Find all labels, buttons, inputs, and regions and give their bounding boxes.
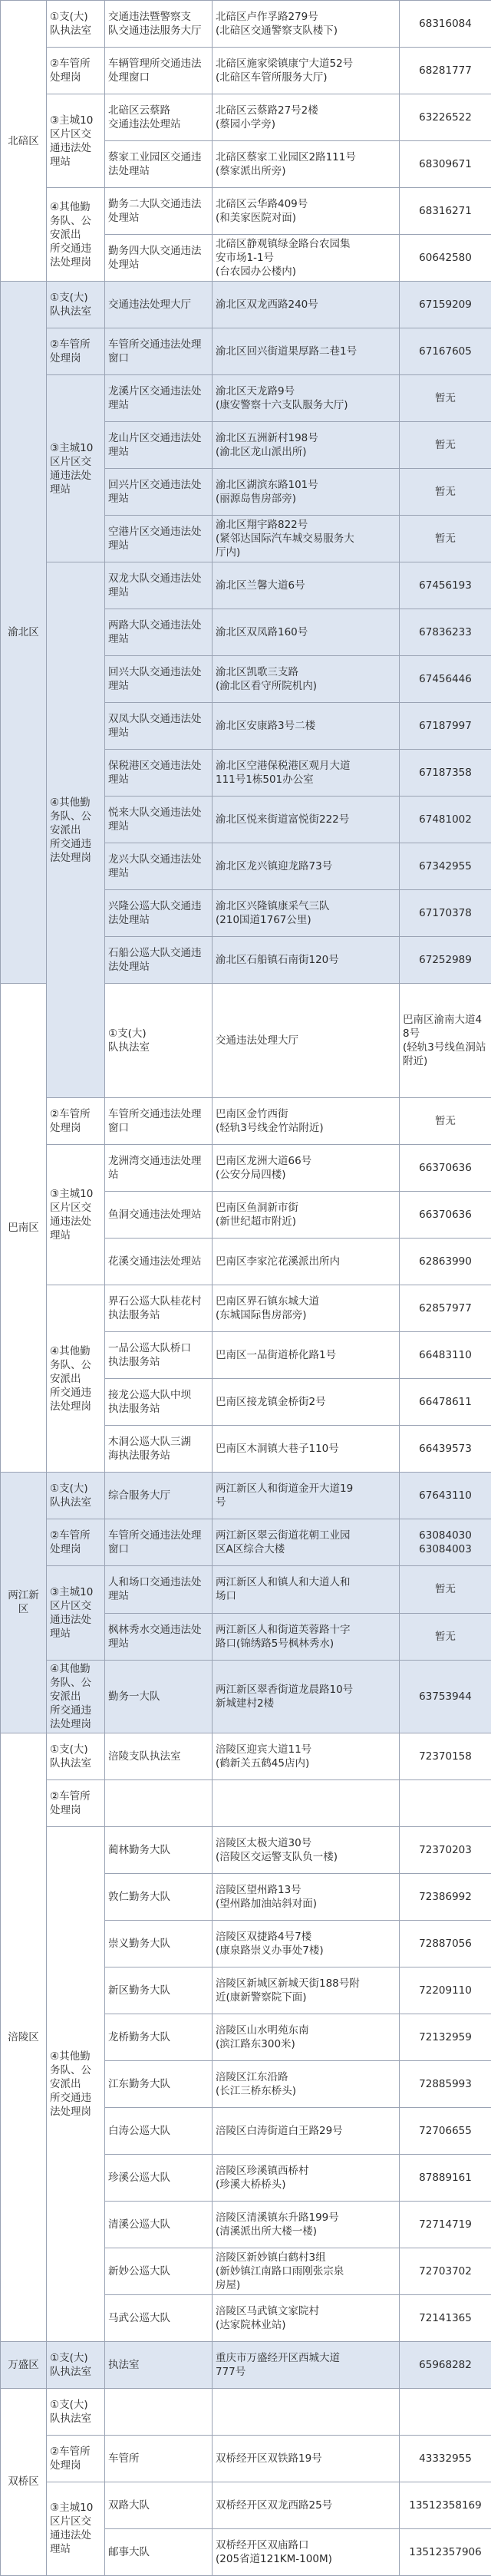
- office-name-cell: 枫林秀水交通违法处 理站: [105, 1613, 213, 1660]
- table-row: [1, 1098, 491, 1145]
- address-cell: 渝北区天龙路9号 (康安警察十六支队服务大厅): [213, 375, 400, 422]
- address-cell: 渝北区翔宇路822号 (紧邻达国际汽车城交易服务大 厅内): [213, 516, 400, 562]
- table-row: [1, 375, 491, 422]
- table-row: [1, 2388, 491, 2435]
- address-cell: [213, 1779, 400, 1826]
- office-name-cell: 勤务二大队交通违法 处理站: [105, 188, 213, 235]
- office-name-cell: 车管所交通违法处理 窗口: [105, 328, 213, 375]
- table-row: [1, 48, 491, 94]
- address-cell: 北碚区云蔡路27号2楼 (蔡园小学旁): [213, 94, 400, 141]
- office-name-cell: 回兴片区交通违法处 理站: [105, 469, 213, 516]
- address-cell: 渝北区凯歌三支路 (渝北区看守所院机内): [213, 656, 400, 703]
- address-cell: 双桥经开区双庙路口 (205省道121KM-100M): [213, 2528, 400, 2575]
- unit-type-cell: ①支(大) 队执法室: [47, 1, 105, 48]
- table-row: [1, 94, 491, 141]
- address-cell: 涪陵区清溪镇东升路199号 (清溪派出所大楼一楼): [213, 2201, 400, 2248]
- unit-type-cell: ④其他勤 务队、公 安派出 所交通违 法处理岗: [47, 188, 105, 282]
- office-name-cell: 交通违法处理大厅: [105, 282, 213, 328]
- office-name-cell: 崇义勤务大队: [105, 1920, 213, 1967]
- address-cell: 巴南区界石镇东城大道 (东城国际售房部旁): [213, 1285, 400, 1332]
- table-row: [1, 2482, 491, 2528]
- office-name-cell: 接龙公巡大队中坝 执法服务站: [105, 1379, 213, 1426]
- office-name-cell: 新妙公巡大队: [105, 2248, 213, 2294]
- office-name-cell: 清溪公巡大队: [105, 2201, 213, 2248]
- unit-type-cell: ③主城10 区片区交 通违法处 理站: [47, 375, 105, 562]
- office-name-cell: 车辆管理所交通违法 处理窗口: [105, 48, 213, 94]
- phone-cell: 72386992: [400, 1873, 491, 1920]
- phone-cell: 72209110: [400, 1967, 491, 2014]
- office-name-cell: 敦仁勤务大队: [105, 1873, 213, 1920]
- district-cell: 两江新 区: [1, 1473, 47, 1733]
- unit-type-cell: ①支(大) 队执法室: [105, 984, 213, 1098]
- office-name-cell: 龙山片区交通违法处 理站: [105, 422, 213, 469]
- phone-cell: 72714719: [400, 2201, 491, 2248]
- phone-cell: 72706655: [400, 2107, 491, 2154]
- office-name-cell: 石船公巡大队交通违 法处理站: [105, 937, 213, 984]
- table-row: [1, 2341, 491, 2388]
- phone-cell: 68309671: [400, 141, 491, 188]
- address-cell: 涪陵区迎宾大道11号 (鹤新关五鹤45店内): [213, 1733, 400, 1779]
- office-name-cell: 空港片区交通违法处 理站: [105, 516, 213, 562]
- table-row: [1, 1733, 491, 1779]
- address-cell: 涪陵区望州路13号 (望州路加油站斜对面): [213, 1873, 400, 1920]
- phone-cell: 67159209: [400, 282, 491, 328]
- table-row: [1, 1519, 491, 1566]
- unit-type-cell: ①支(大) 队执法室: [47, 1733, 105, 1779]
- office-name-cell: 两路大队交通违法处 理站: [105, 609, 213, 656]
- phone-cell: 72370158: [400, 1733, 491, 1779]
- office-name-cell: 双龙大队交通违法处 理站: [105, 562, 213, 609]
- address-cell: 渝北区龙兴镇迎龙路73号: [213, 843, 400, 890]
- office-name-cell: 江东勤务大队: [105, 2060, 213, 2107]
- phone-cell: 62863990: [400, 1239, 491, 1285]
- address-cell: 渝北区双凤路160号: [213, 609, 400, 656]
- address-cell: 北碚区蔡家工业园区2路111号 (蔡家派出所旁): [213, 141, 400, 188]
- phone-cell: 72885993: [400, 2060, 491, 2107]
- address-cell: 巴南区木洞镇大巷子110号: [213, 1426, 400, 1473]
- address-cell: 渝北区空港保税港区观月大道 111号1栋501办公室: [213, 750, 400, 797]
- table-row: [1, 1566, 491, 1613]
- table-row: [1, 1473, 491, 1519]
- phone-cell: 67252989: [400, 937, 491, 984]
- office-name-cell: 一品公巡大队桥口 执法服务站: [105, 1332, 213, 1379]
- unit-type-cell: ④其他勤 务队、公 安派出 所交通违 法处理岗: [47, 1660, 105, 1733]
- office-name-cell: 木洞公巡大队三湖 海执法服务站: [105, 1426, 213, 1473]
- phone-cell: 暂无: [400, 1098, 491, 1145]
- office-name-cell: 界石公巡大队桂花村 执法服务站: [105, 1285, 213, 1332]
- unit-type-cell: ②车管所 处理岗: [47, 48, 105, 94]
- address-cell: 涪陵区山水明苑东南 (滨江路东300米): [213, 2014, 400, 2060]
- table-row: [1, 1779, 491, 1826]
- phone-cell: 67836233: [400, 609, 491, 656]
- unit-type-cell: ③主城10 区片区交 通违法处 理站: [47, 2482, 105, 2575]
- phone-cell: 72887056: [400, 1920, 491, 1967]
- phone-cell: 暂无: [400, 375, 491, 422]
- district-cell: 涪陵区: [1, 1733, 47, 2341]
- phone-cell: 66483110: [400, 1332, 491, 1379]
- phone-cell: 67481002: [400, 797, 491, 843]
- address-cell: 重庆市万盛经开区西城大道 777号: [213, 2341, 400, 2388]
- address-cell: 渝北区兰馨大道6号: [213, 562, 400, 609]
- office-name-cell: 执法室: [105, 2341, 213, 2388]
- table-row: [1, 1, 491, 48]
- address-cell: 渝北区双龙西路240号: [213, 282, 400, 328]
- office-name-cell: 鱼洞交通违法处理站: [105, 1192, 213, 1239]
- district-cell: 渝北区: [1, 282, 47, 984]
- phone-cell: 60642580: [400, 235, 491, 282]
- address-cell: 两江新区翠云街道花朝工业园 区A区综合大楼: [213, 1519, 400, 1566]
- office-name-cell: 兴隆公巡大队交通违 法处理站: [105, 890, 213, 937]
- office-name-cell: 龙溪片区交通违法处 理站: [105, 375, 213, 422]
- phone-cell: 13512358169: [400, 2482, 491, 2528]
- district-cell: 北碚区: [1, 1, 47, 282]
- address-cell: 渝北区五洲新村198号 (渝北区龙山派出所): [213, 422, 400, 469]
- phone-cell: 暂无: [400, 1566, 491, 1613]
- phone-cell: 72370203: [400, 1826, 491, 1873]
- district-cell: 双桥区: [1, 2388, 47, 2575]
- unit-type-cell: ①支(大) 队执法室: [47, 282, 105, 328]
- phone-cell: 62857977: [400, 1285, 491, 1332]
- address-cell: 巴南区李家沱花溪派出所内: [213, 1239, 400, 1285]
- phone-cell: 67187358: [400, 750, 491, 797]
- address-cell: 涪陵区新城区新城天街188号附 近(康新警察院下面): [213, 1967, 400, 2014]
- office-name-cell: 双路大队: [105, 2482, 213, 2528]
- unit-type-cell: ②车管所 处理岗: [47, 1098, 105, 1145]
- office-name-cell: 马武公巡大队: [105, 2294, 213, 2341]
- phone-cell: 66439573: [400, 1426, 491, 1473]
- phone-cell: [400, 2388, 491, 2435]
- office-name-cell: 人和场口交通违法处 理站: [105, 1566, 213, 1613]
- address-cell: 涪陵区双捷路4号7楼 (康泉路崇义办事处7楼): [213, 1920, 400, 1967]
- phone-cell: 63753944: [400, 1660, 491, 1733]
- address-cell: 涪陵区马武镇文家院村 (达家院林业站): [213, 2294, 400, 2341]
- phone-cell: 67170378: [400, 890, 491, 937]
- address-cell: 涪陵区珍溪镇西桥村 (珍溪大桥桥头): [213, 2154, 400, 2201]
- address-cell: 巴南区鱼洞新市街 (新世纪超市附近): [213, 1192, 400, 1239]
- address-cell: 渝北区兴隆镇康采气三队 (210国道1767公里): [213, 890, 400, 937]
- office-name-cell: 车管所: [105, 2435, 213, 2482]
- office-name-cell: 蔺林勤务大队: [105, 1826, 213, 1873]
- address-cell: 渝北区安康路3号二楼: [213, 703, 400, 750]
- phone-cell: 68281777: [400, 48, 491, 94]
- phone-cell: 66370636: [400, 1145, 491, 1192]
- phone-cell: 67167605: [400, 328, 491, 375]
- table-row: [1, 328, 491, 375]
- office-name-cell: 龙洲湾交通违法处理 站: [105, 1145, 213, 1192]
- district-cell: 巴南区: [1, 984, 47, 1473]
- address-cell: 两江新区人和街道芙蓉路十字 路口(锦绣路5号枫林秀水): [213, 1613, 400, 1660]
- address-cell: 两江新区人和镇人和大道人和 场口: [213, 1566, 400, 1613]
- address-cell: 涪陵区白涛街道白王路29号: [213, 2107, 400, 2154]
- address-cell: 涪陵区江东沿路 (长江三桥东桥头): [213, 2060, 400, 2107]
- address-cell: 渝北区湖滨东路101号 (丽源岛售房部旁): [213, 469, 400, 516]
- phone-cell: 65968282: [400, 2341, 491, 2388]
- office-name-cell: 龙桥勤务大队: [105, 2014, 213, 2060]
- address-cell: 北碚区施家梁镇康宁大道52号 (北碚区车管所服务大厅): [213, 48, 400, 94]
- phone-cell: 72703702: [400, 2248, 491, 2294]
- table-row: [1, 1145, 491, 1192]
- office-name-cell: 勤务一大队: [105, 1660, 213, 1733]
- office-name-cell: 回兴大队交通违法处 理站: [105, 656, 213, 703]
- district-cell: 万盛区: [1, 2341, 47, 2388]
- office-name-cell: 新区勤务大队: [105, 1967, 213, 2014]
- unit-type-cell: ①支(大) 队执法室: [47, 2388, 105, 2435]
- unit-type-cell: ①支(大) 队执法室: [47, 2341, 105, 2388]
- office-name-cell: 车管所交通违法处理 窗口: [105, 1098, 213, 1145]
- address-cell: 双桥经开区双铁路19号: [213, 2435, 400, 2482]
- unit-type-cell: ③主城10 区片区交 通违法处 理站: [47, 1145, 105, 1285]
- address-cell: 北碚区云华路409号 (和美家医院对面): [213, 188, 400, 235]
- unit-type-cell: ④其他勤 务队、公 安派出 所交通违 法处理岗: [47, 562, 105, 1098]
- phone-cell: 66478611: [400, 1379, 491, 1426]
- office-name-cell: 龙兴大队交通违法处 理站: [105, 843, 213, 890]
- address-cell: [213, 2388, 400, 2435]
- table-row: [1, 1285, 491, 1332]
- address-cell: 巴南区一品街道桥化路1号: [213, 1332, 400, 1379]
- phone-cell: 66370636: [400, 1192, 491, 1239]
- table-row: [1, 562, 491, 609]
- phone-cell: 87889161: [400, 2154, 491, 2201]
- phone-cell: [400, 1779, 491, 1826]
- phone-cell: 暂无: [400, 469, 491, 516]
- office-name-cell: 勤务四大队交通违法 处理站: [105, 235, 213, 282]
- phone-cell: 67456446: [400, 656, 491, 703]
- office-name-cell: 北碚区云蔡路 交通违法处理站: [105, 94, 213, 141]
- office-name-cell: 涪陵支队执法室: [105, 1733, 213, 1779]
- phone-cell: 68316084: [400, 1, 491, 48]
- address-cell: 巴南区渝南大道48号 (轻轨3号线鱼洞站附近): [400, 984, 491, 1098]
- phone-cell: 72132959: [400, 2014, 491, 2060]
- address-cell: 巴南区金竹西街 (轻轨3号线金竹站附近): [213, 1098, 400, 1145]
- office-name-cell: 双凤大队交通违法处 理站: [105, 703, 213, 750]
- phone-cell: 68316271: [400, 188, 491, 235]
- phone-cell: 67187997: [400, 703, 491, 750]
- address-cell: 渝北区悦来街道富悦街222号: [213, 797, 400, 843]
- address-cell: 巴南区接龙镇金桥街2号: [213, 1379, 400, 1426]
- unit-type-cell: ②车管所 处理岗: [47, 1779, 105, 1826]
- table-row: [1, 1660, 491, 1733]
- office-name-cell: 交通违法暨警察支 队交通违法服务大厅: [105, 1, 213, 48]
- unit-type-cell: ①支(大) 队执法室: [47, 1473, 105, 1519]
- phone-cell: 63226522: [400, 94, 491, 141]
- office-name-cell: 花溪交通违法处理站: [105, 1239, 213, 1285]
- address-cell: 渝北区回兴街道果厚路二巷1号: [213, 328, 400, 375]
- office-name-cell: 蔡家工业园区交通违 法处理站: [105, 141, 213, 188]
- unit-type-cell: ②车管所 处理岗: [47, 328, 105, 375]
- office-name-cell: 悦来大队交通违法处 理站: [105, 797, 213, 843]
- unit-type-cell: ④其他勤 务队、公 安派出 所交通违 法处理岗: [47, 1285, 105, 1473]
- table-row: [1, 282, 491, 328]
- phone-cell: 暂无: [400, 516, 491, 562]
- office-name-cell: 白涛公巡大队: [105, 2107, 213, 2154]
- office-name-cell: [105, 1779, 213, 1826]
- unit-type-cell: ③主城10 区片区交 通违法处 理站: [47, 1566, 105, 1660]
- phone-cell: 63084030 63084003: [400, 1519, 491, 1566]
- unit-type-cell: ③主城10 区片区交 通违法处 理站: [47, 94, 105, 188]
- address-cell: 两江新区翠香街道龙晨路10号 新城建村2楼: [213, 1660, 400, 1733]
- unit-type-cell: ④其他勤 务队、公 安派出 所交通违 法处理岗: [47, 1826, 105, 2341]
- address-cell: 两江新区人和街道金开大道19 号: [213, 1473, 400, 1519]
- unit-type-cell: ②车管所 处理岗: [47, 1519, 105, 1566]
- address-cell: 双桥经开区双龙西路25号: [213, 2482, 400, 2528]
- phone-cell: 暂无: [400, 422, 491, 469]
- phone-cell: 72141365: [400, 2294, 491, 2341]
- unit-type-cell: ②车管所 处理岗: [47, 2435, 105, 2482]
- address-cell: 涪陵区太极大道30号 (涪陵区交运警支队负一楼): [213, 1826, 400, 1873]
- office-name-cell: 珍溪公巡大队: [105, 2154, 213, 2201]
- address-cell: 北碚区静观镇绿金路台农园集 安市场1-1号 (台农园办公楼内): [213, 235, 400, 282]
- table-row: [1, 188, 491, 235]
- table-row: [1, 1826, 491, 1873]
- address-cell: 涪陵区新妙镇白鹤村3组 (新妙镇江南路口雨刚张宗泉 房屋): [213, 2248, 400, 2294]
- office-name-cell: 综合服务大厅: [105, 1473, 213, 1519]
- office-name-cell: 车管所交通违法处理 窗口: [105, 1519, 213, 1566]
- office-name-cell: 邮事大队: [105, 2528, 213, 2575]
- address-cell: 北碚区卢作孚路279号 (北碚区交通警察支队楼下): [213, 1, 400, 48]
- phone-cell: 43332955: [400, 2435, 491, 2482]
- phone-cell: 暂无: [400, 1613, 491, 1660]
- office-name-cell: 保税港区交通违法处 理站: [105, 750, 213, 797]
- phone-cell: 13512357906: [400, 2528, 491, 2575]
- phone-cell: 67342955: [400, 843, 491, 890]
- table-row: [1, 2435, 491, 2482]
- phone-cell: 67643110: [400, 1473, 491, 1519]
- office-name-cell: 交通违法处理大厅: [213, 984, 400, 1098]
- phone-cell: 67456193: [400, 562, 491, 609]
- address-cell: 巴南区龙洲大道66号 (公安分局四楼): [213, 1145, 400, 1192]
- address-cell: 渝北区石船镇石南街120号: [213, 937, 400, 984]
- office-name-cell: [105, 2388, 213, 2435]
